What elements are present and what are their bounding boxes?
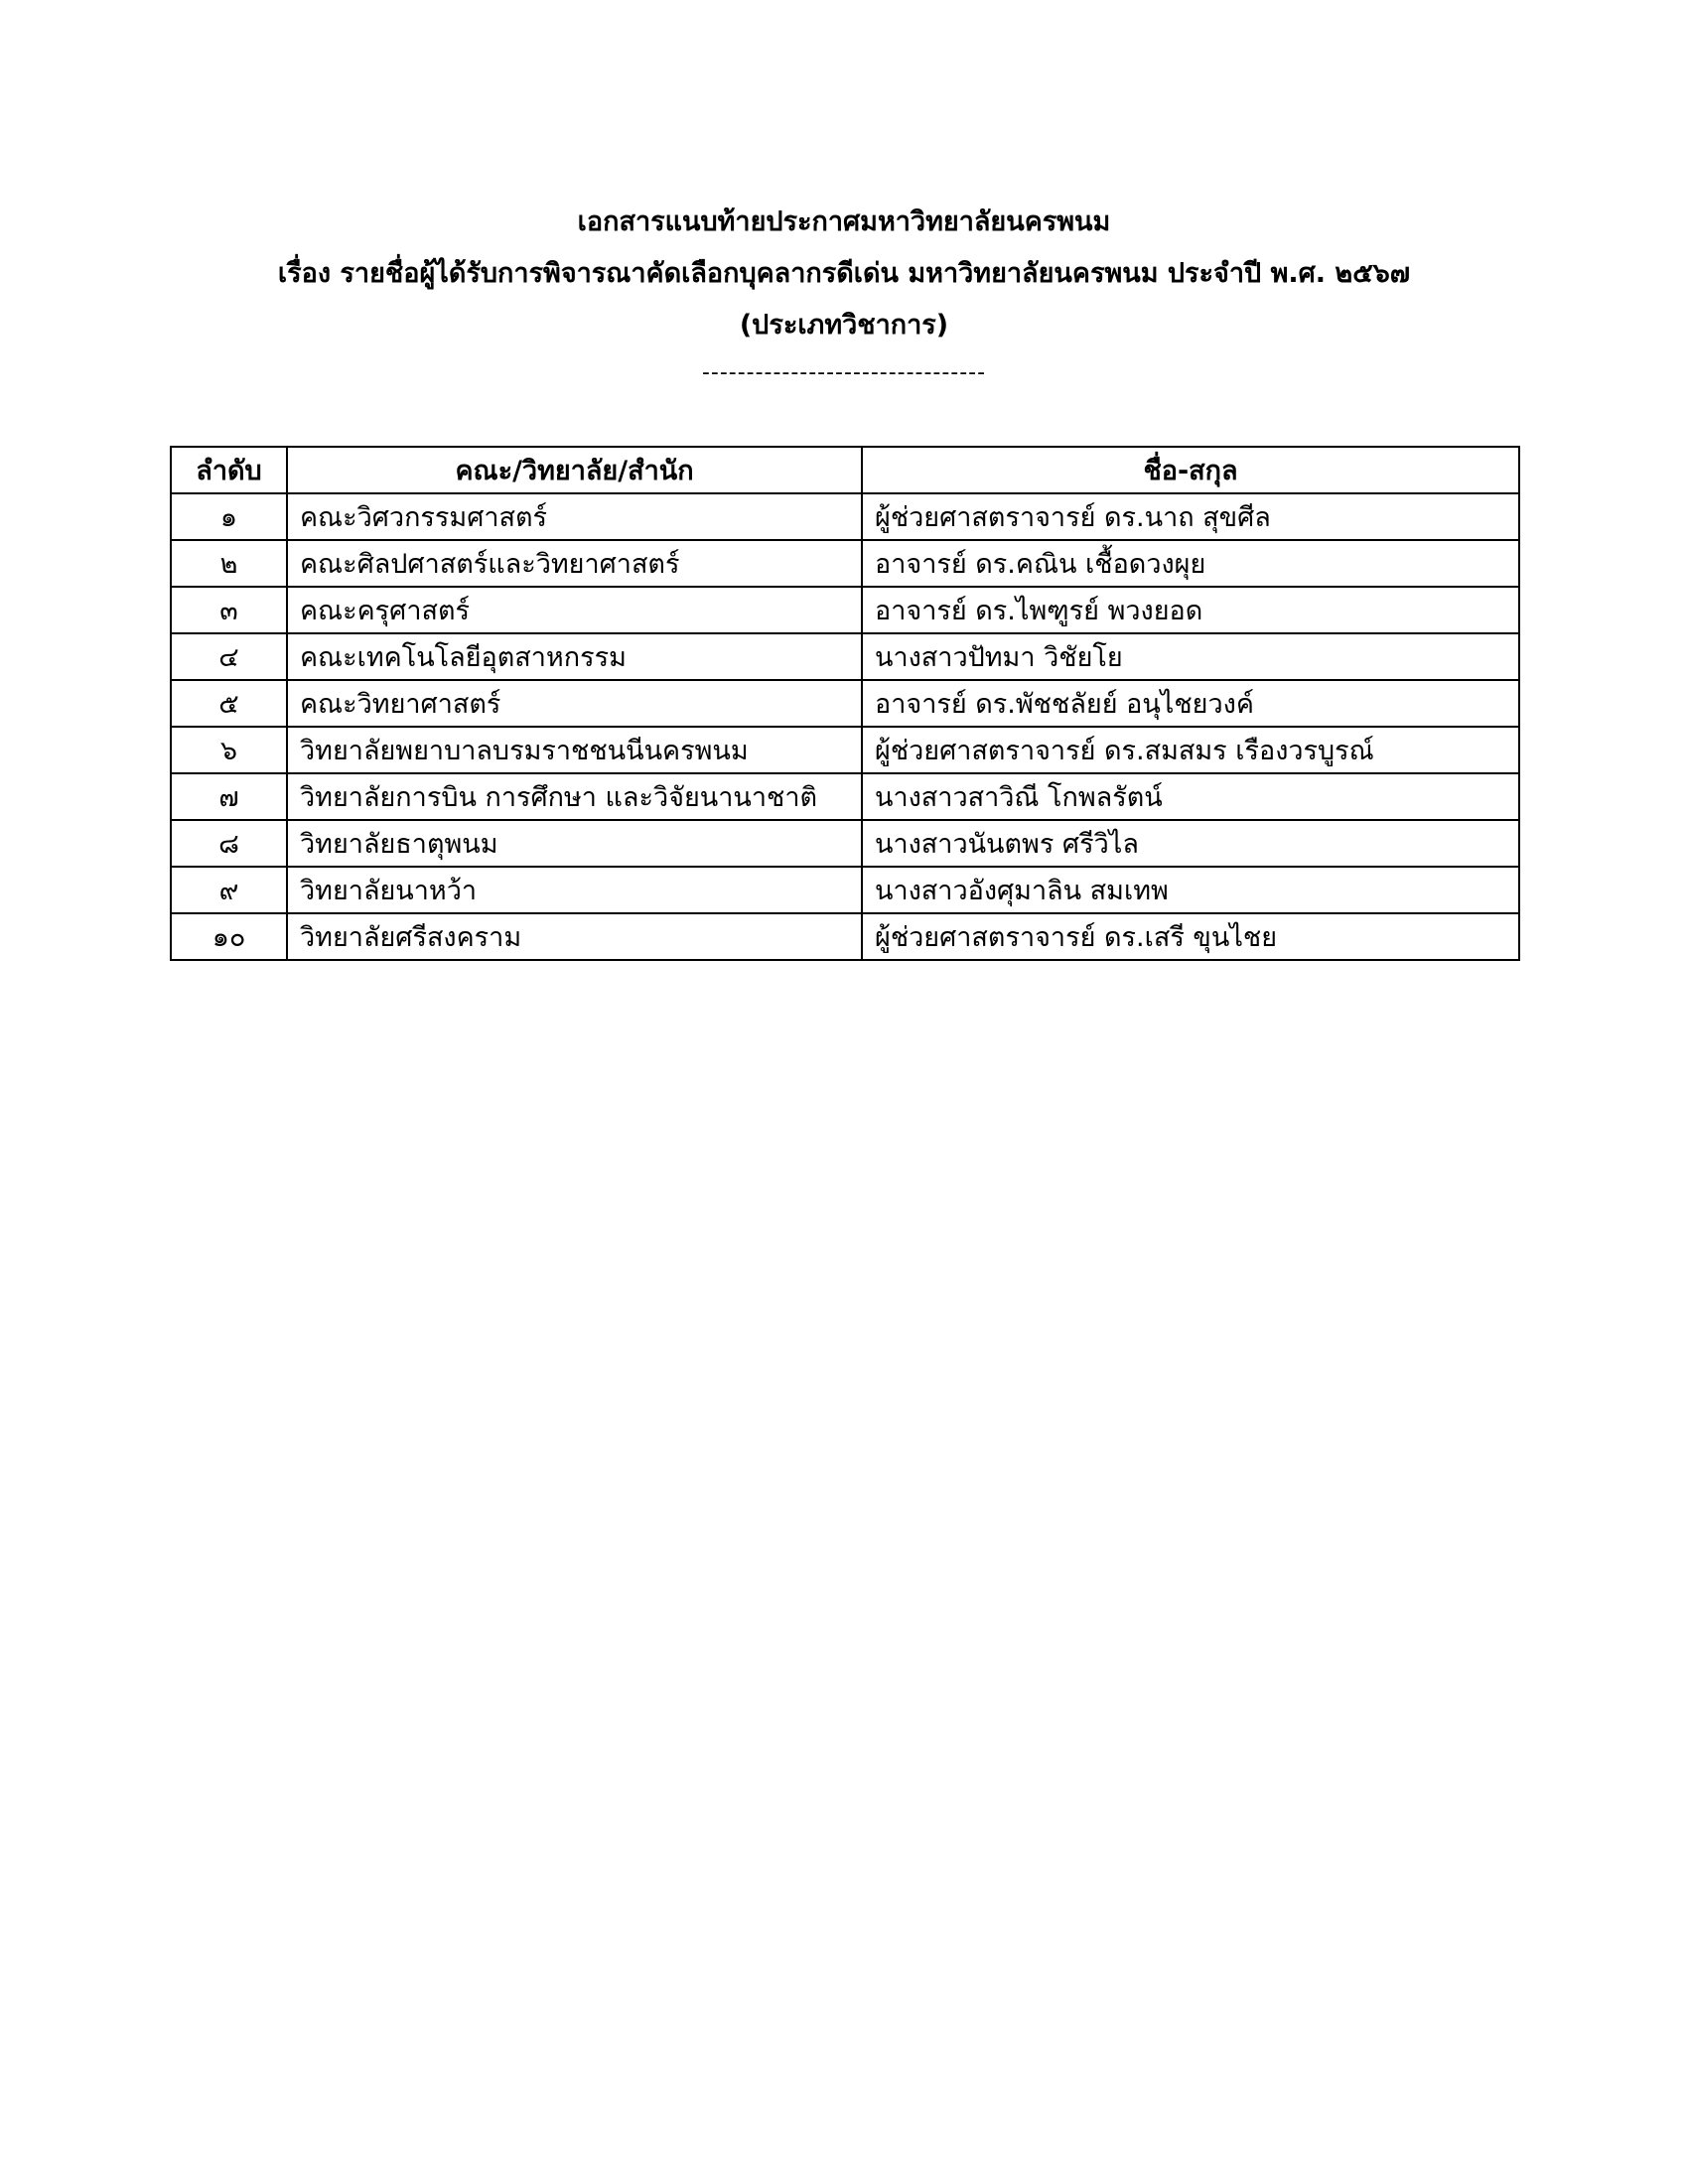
table-row [171,820,1519,867]
row-no: ๔ [171,633,287,680]
row-name: อาจารย์ ดร.ไพฑูรย์ พวงยอด [862,587,1519,633]
row-faculty: คณะครุศาสตร์ [287,587,862,633]
awardee-table [170,446,1520,961]
row-no: ๗ [171,773,287,820]
table-row [171,867,1519,913]
document-category: (ประเภทวิชาการ) [739,310,949,341]
table-row [171,633,1519,680]
table-row [171,680,1519,727]
row-no: ๙ [171,867,287,913]
row-name: ผู้ช่วยศาสตราจารย์ ดร.สมสมร เรืองวรบูรณ์ [862,727,1519,773]
row-no: ๖ [171,727,287,773]
table-row [171,540,1519,587]
row-no: ๒ [171,540,287,587]
table-row [171,727,1519,773]
row-faculty: คณะวิศวกรรมศาสตร์ [287,493,862,540]
header-faculty: คณะ/วิทยาลัย/สำนัก [287,447,862,493]
row-name: นางสาวนันตพร ศรีวิไล [862,820,1519,867]
row-name: อาจารย์ ดร.คณิน เชื้อดวงผุย [862,540,1519,587]
table-row [171,493,1519,540]
row-no: ๑๐ [171,913,287,960]
document-title: เอกสารแนบท้ายประกาศมหาวิทยาลัยนครพนม [577,206,1111,237]
header-no: ลำดับ [171,447,287,493]
row-faculty: คณะเทคโนโลยีอุตสาหกรรม [287,633,862,680]
separator-line: -------------------------------- [701,360,987,385]
table-row [171,773,1519,820]
row-name: อาจารย์ ดร.พัชชลัยย์ อนุไชยวงค์ [862,680,1519,727]
row-name: ผู้ช่วยศาสตราจารย์ ดร.เสรี ขุนไชย [862,913,1519,960]
header-name: ชื่อ-สกุล [862,447,1519,493]
table-row [171,587,1519,633]
table-row [171,913,1519,960]
row-faculty: วิทยาลัยนาหว้า [287,867,862,913]
row-no: ๕ [171,680,287,727]
row-no: ๓ [171,587,287,633]
table-header-row [171,447,1519,493]
row-faculty: วิทยาลัยพยาบาลบรมราชชนนีนครพนม [287,727,862,773]
row-name: นางสาวสาวิณี โกพลรัตน์ [862,773,1519,820]
row-no: ๘ [171,820,287,867]
row-faculty: วิทยาลัยการบิน การศึกษา และวิจัยนานาชาติ [287,773,862,820]
row-faculty: วิทยาลัยศรีสงคราม [287,913,862,960]
row-faculty: คณะศิลปศาสตร์และวิทยาศาสตร์ [287,540,862,587]
row-name: นางสาวปัทมา วิชัยโย [862,633,1519,680]
row-name: ผู้ช่วยศาสตราจารย์ ดร.นาถ สุขศีล [862,493,1519,540]
row-faculty: วิทยาลัยธาตุพนม [287,820,862,867]
row-no: ๑ [171,493,287,540]
document-subject: เรื่อง รายชื่อผู้ได้รับการพิจารณาคัดเลือกบุคลากรดีเด่น มหาวิทยาลัยนครพนม ประจำปี พ.ศ. ๒๕๖๗ [277,258,1411,289]
row-name: นางสาวอังศุมาลิน สมเทพ [862,867,1519,913]
row-faculty: คณะวิทยาศาสตร์ [287,680,862,727]
